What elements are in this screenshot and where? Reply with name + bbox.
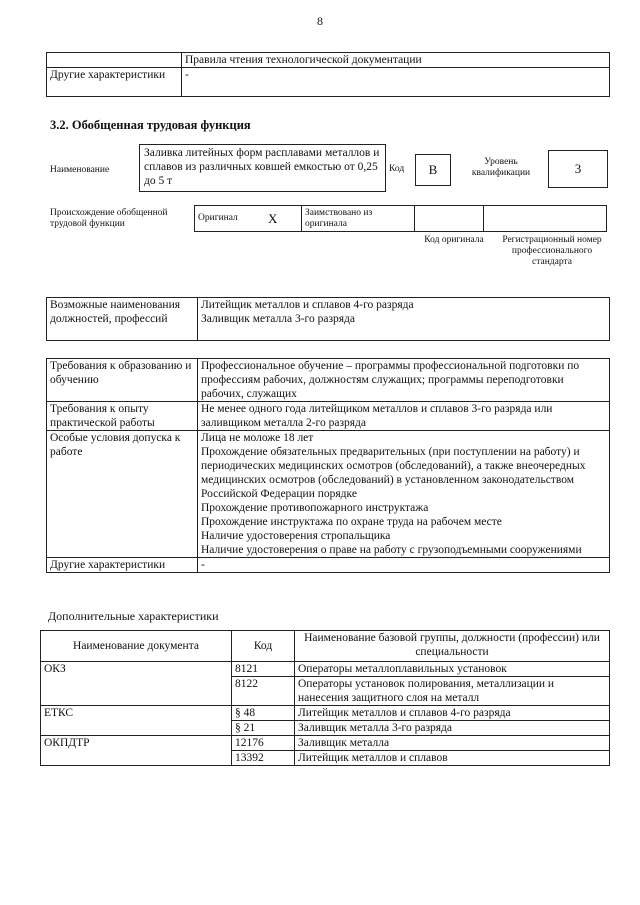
header-doc: Наименование документа xyxy=(41,631,232,662)
positions-table xyxy=(46,297,610,341)
reg-caption: Регистрационный номер профессионального стандарта xyxy=(502,235,602,267)
top-row2-value: - xyxy=(182,68,610,97)
req-value xyxy=(198,431,610,558)
header-code: Код xyxy=(232,631,295,662)
req-line: Прохождение обязательных предварительных (при поступлении на работу) и периодических медицинских осмотров (обследований), а также внеочередных медицинских осмотров (обследований) в установленном законодательством Российской Федерации порядке xyxy=(201,446,586,500)
top-row1-value: Правила чтения технологической документации xyxy=(182,53,610,68)
name-cell: Операторы установок полирования, металлизации и нанесения защитного слоя на металл xyxy=(295,677,610,706)
code-cell: § 48 xyxy=(232,706,295,721)
name-cell: Операторы металлоплавильных установок xyxy=(295,662,610,677)
header-name: Наименование базовой группы, должности (профессии) или специальности xyxy=(295,631,610,662)
additional-title: Дополнительные характеристики xyxy=(48,609,219,623)
top-characteristics-table xyxy=(46,52,610,97)
origin-label: Происхождение обобщенной трудовой функции xyxy=(50,208,168,229)
req-label: Особые условия допуска к работе xyxy=(47,431,198,558)
req-label: Требования к образованию и обучению xyxy=(47,359,198,402)
section-title: 3.2. Обобщенная трудовая функция xyxy=(50,118,251,132)
level-label: Уровень квалификации xyxy=(471,157,531,178)
code-cell: 8121 xyxy=(232,662,295,677)
code-value-box: В xyxy=(415,154,451,186)
code-caption: Код оригинала xyxy=(424,235,484,245)
doc-cell: ОКЗ xyxy=(41,662,232,706)
top-row2-label: Другие характеристики xyxy=(47,68,182,97)
origin-table xyxy=(194,205,607,232)
positions-label: Возможные наименования должностей, профессий xyxy=(47,298,198,341)
code-cell: 12176 xyxy=(232,736,295,751)
empty-cell xyxy=(47,53,182,68)
req-line: Наличие удостоверения стропальщика xyxy=(201,530,391,542)
name-cell: Литейщик металлов и сплавов xyxy=(295,751,610,766)
doc-cell: ЕТКС xyxy=(41,706,232,736)
req-value xyxy=(198,558,610,573)
name-cell: Заливщик металла xyxy=(295,736,610,751)
req-value xyxy=(198,359,610,402)
name-cell: Заливщик металла 3-го разряда xyxy=(295,721,610,736)
level-value-box: 3 xyxy=(548,150,608,188)
code-cell: 13392 xyxy=(232,751,295,766)
doc-cell: ОКПДТР xyxy=(41,736,232,766)
req-line: Наличие удостоверения о праве на работу с грузоподъемными сооружениями xyxy=(201,544,582,556)
name-cell: Литейщик металлов и сплавов 4-го разряда xyxy=(295,706,610,721)
additional-table xyxy=(40,630,610,766)
requirements-table xyxy=(46,358,610,573)
req-line: Прохождение инструктажа по охране труда на рабочем месте xyxy=(201,516,502,528)
code-cell: 8122 xyxy=(232,677,295,706)
original-code-cell xyxy=(415,206,484,232)
borrowed-label: Заимствовано из оригинала xyxy=(302,206,415,232)
positions-values xyxy=(198,298,610,341)
req-line: - xyxy=(201,559,205,571)
function-name-box: Заливка литейных форм расплавами металлов и сплавов из различных ковшей емкостью от 0,25 до 5 т xyxy=(139,144,386,192)
reg-number-cell xyxy=(484,206,607,232)
original-mark: X xyxy=(265,206,302,232)
req-line: Не менее одного года литейщиком металлов и сплавов 3-го разряда или заливщиком металла 2-го разряда xyxy=(201,403,553,429)
code-label: Код xyxy=(389,164,405,174)
page-number: 8 xyxy=(317,14,323,28)
req-line: Прохождение противопожарного инструктажа xyxy=(201,502,429,514)
code-cell: § 21 xyxy=(232,721,295,736)
original-label: Оригинал xyxy=(195,206,266,232)
position-item: Литейщик металлов и сплавов 4-го разряда xyxy=(201,299,414,311)
req-label: Требования к опыту практической работы xyxy=(47,402,198,431)
position-item: Заливщик металла 3-го разряда xyxy=(201,313,355,325)
req-line: Лица не моложе 18 лет xyxy=(201,432,314,444)
req-label: Другие характеристики xyxy=(47,558,198,573)
req-line: Профессиональное обучение – программы профессиональной подготовки по профессиям рабочих, должностям служащих; программы переподготовки рабочих, служащих xyxy=(201,360,580,400)
req-value xyxy=(198,402,610,431)
name-label: Наименование xyxy=(50,165,110,175)
